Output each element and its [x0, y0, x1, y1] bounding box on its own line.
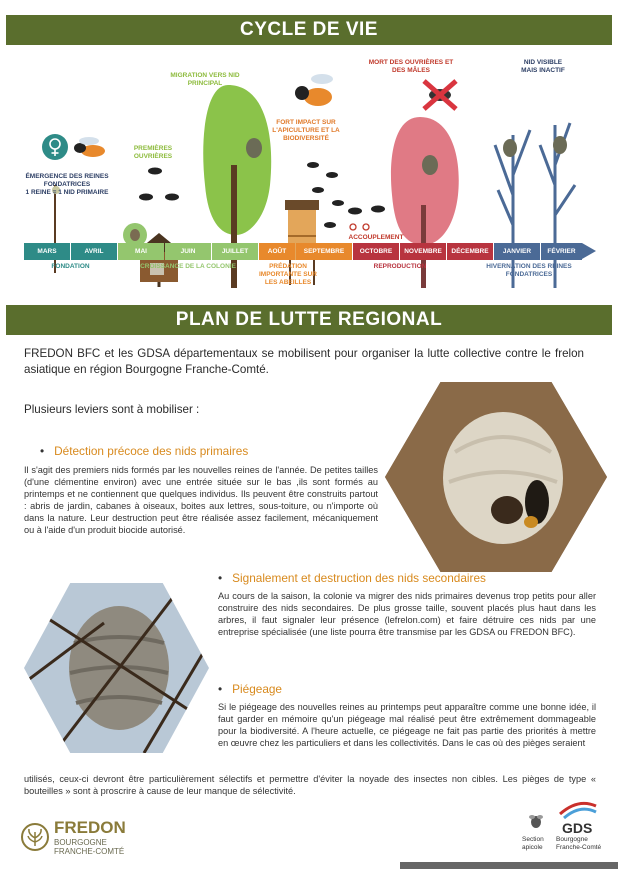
month-decembre: DÉCEMBRE — [447, 243, 493, 260]
fredon-region-2: FRANCHE-COMTÉ — [54, 847, 125, 856]
fredon-emblem-icon — [20, 822, 50, 852]
text-trapping-a: Si le piégeage des nouvelles reines au printemps peut apparaître comme une bonne idée, il faut garder en mémoire qu'un piégeage mal réalisé peut être extrêmement dommageable pour la biodiversité. A l'heure actuelle, ce piégeage ne fait pas partie des priorités à mettre en œuvre chez les particuliers et dans les collectivités. Dans le cas où des pièges seraient — [218, 702, 596, 748]
phase-growth: CROISSANCE DE LA COLONIE — [140, 263, 236, 270]
month-juillet: JUILLET — [212, 243, 258, 260]
month-aout: AOÛT — [259, 243, 295, 260]
phase-predation: PRÉDATION IMPORTANTE SUR LES ABEILLES — [258, 263, 318, 286]
levers-text: Plusieurs leviers sont à mobiliser : — [24, 403, 200, 416]
lifecycle-title: CYCLE DE VIE — [240, 19, 378, 40]
month-avril: AVRIL — [71, 243, 117, 260]
timeline-arrow-icon — [582, 243, 596, 259]
big-hornet-icon — [295, 74, 333, 106]
secondary-nest-photo — [24, 583, 209, 753]
female-symbol-icon — [42, 134, 68, 160]
plan-title: PLAN DE LUTTE REGIONAL — [175, 309, 443, 330]
month-timeline — [24, 243, 608, 260]
worker-hornets-icon — [139, 168, 179, 201]
dead-hornet-icon — [424, 81, 456, 109]
fredon-name: FREDON — [54, 818, 126, 837]
phase-foundation: FONDATION — [51, 263, 90, 270]
queen-hornet-icon — [74, 137, 105, 157]
intro-paragraph: FREDON BFC et les GDSA départementaux se mobilisent pour organiser la lutte collective contre le frelon asiatique en région Bourgogne Franche-Comté. — [24, 347, 584, 376]
gds-region: Bourgogne Franche-Comté — [556, 836, 602, 851]
plan-banner — [6, 305, 612, 335]
label-death: MORT DES OUVRIÈRES ET DES MÂLES — [368, 59, 454, 74]
label-mating: ACCOUPLEMENT — [348, 234, 404, 241]
label-migration: MIGRATION VERS NID PRINCIPAL — [170, 72, 240, 87]
bee-icon — [528, 812, 544, 830]
lifecycle-banner — [6, 15, 612, 45]
label-first-workers: PREMIÈRES OUVRIÈRES — [133, 145, 173, 160]
month-octobre: OCTOBRE — [353, 243, 399, 260]
phase-reproduction: REPRODUCTION — [373, 263, 427, 270]
month-juin: JUIN — [165, 243, 211, 260]
heading-primary-nests: • Détection précoce des nids primaires — [40, 444, 248, 458]
heading-trapping: • Piégeage — [218, 682, 282, 696]
phase-hibernation: HIVERNATION DES REINES FONDATRICES — [486, 263, 572, 278]
inactive-nest-2-icon — [553, 136, 567, 154]
gds-swoosh-icon — [558, 796, 598, 820]
label-visible-nest: NID VISIBLE MAIS INACTIF — [521, 59, 565, 74]
text-primary-nests: Il s'agit des premiers nids formés par les nouvelles reines de l'année. De petites tailles (d'une clémentine environ) avec une entrée située sur le bas ,ils sont formés au printemps et ne contiennent que quelques individus. Ils peuvent être construits partout : abris de jardin, cabanes à oiseaux, boites aux lettres, sous-toiture, ou n'importe où dans la nature. Leur destruction peut être réalisée assez facilement, mécaniquement ou à l'aide d'un produit biocide autorisé. — [24, 465, 378, 535]
fredon-logo — [20, 818, 170, 860]
footer-bar — [400, 862, 618, 869]
label-impact: FORT IMPACT SUR L'APICULTURE ET LA BIODIVERSITÉ — [272, 119, 340, 142]
gds-name: GDS — [562, 820, 593, 836]
text-trapping-b: utilisés, ceux-ci devront être particulièrement sélectifs et permettre d'éviter la noyade des insectes non cibles. Les pièges de type « bouteilles » sont à proscrire à cause de leur manque de sélectivité. — [24, 774, 596, 796]
primary-nest-photo — [385, 382, 607, 572]
fredon-region-1: BOURGOGNE — [54, 838, 107, 847]
month-fevrier: FÉVRIER — [541, 243, 582, 260]
month-janvier: JANVIER — [494, 243, 540, 260]
heading-secondary-nests: • Signalement et destruction des nids secondaires — [218, 571, 486, 585]
month-septembre: SEPTEMBRE — [296, 243, 352, 260]
gender-symbols-icon — [350, 224, 369, 230]
primary-nest-illustration — [385, 382, 607, 572]
inactive-nest-icon — [503, 139, 517, 157]
label-emergence: ÉMERGENCE DES REINES FONDATRICES 1 REINE = 1 NID PRIMAIRE — [25, 173, 109, 196]
gds-logo — [522, 796, 602, 860]
mating-hornets-icon — [348, 206, 385, 215]
text-secondary-nests: Au cours de la saison, la colonie va migrer des nids primaires devenus trop petits pour aller construire des nids secondaires. De plus grosse taille, souvent placés plus haut dans les arbres, il faut signaler leur présence (lefrelon.com) et faire détruire ces nids par une entreprise spécialisée (une liste pourra être transmise par les GDSA ou FREDON BFC). — [218, 591, 596, 637]
gds-section: Section apicole — [522, 836, 544, 851]
month-mars: MARS — [24, 243, 70, 260]
secondary-nest-illustration — [24, 583, 209, 753]
month-mai: MAI — [118, 243, 164, 260]
month-novembre: NOVEMBRE — [400, 243, 446, 260]
